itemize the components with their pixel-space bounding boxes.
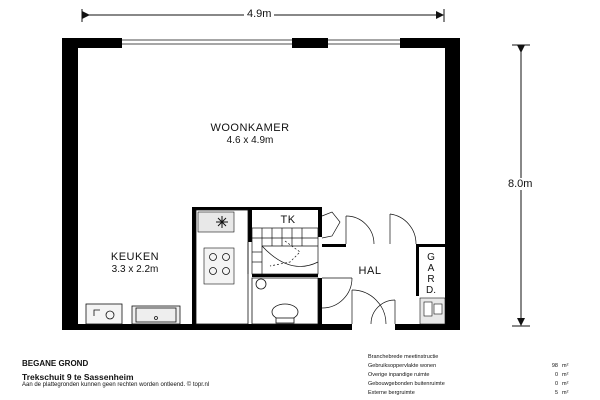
dimension-width-label: 4.9m xyxy=(244,8,274,20)
area-stats xyxy=(368,352,578,397)
stats-row xyxy=(368,361,578,370)
meter-cupboard xyxy=(420,298,445,324)
kitchen-sink-icon xyxy=(132,306,180,324)
door-swings xyxy=(248,214,416,324)
windows-top xyxy=(122,40,400,44)
garderobe-letter: A xyxy=(427,263,435,274)
washbasin-icon xyxy=(256,279,266,289)
stats-label: Overige inpandige ruimte xyxy=(368,371,430,378)
room-tk: TK xyxy=(280,214,296,226)
room-hall: HAL xyxy=(358,265,382,277)
stats-label: Gebouwgebonden buitenruimte xyxy=(368,380,445,387)
stats-unit: m² xyxy=(562,380,569,387)
stats-label: Externe bergruimte xyxy=(368,389,415,396)
stats-header: Branchebrede meetinstructie xyxy=(368,353,439,360)
address: Trekschuit 9 te Sassenheim xyxy=(22,372,134,382)
room-name: WOONKAMER xyxy=(210,122,290,134)
stats-value: 0 xyxy=(554,371,558,378)
garderobe-letter: D. xyxy=(426,285,436,296)
stats-value: 98 xyxy=(551,362,558,369)
stats-unit: m² xyxy=(562,362,569,369)
room-living xyxy=(190,122,310,146)
stats-header-row xyxy=(368,352,578,361)
garderobe-letter: G xyxy=(427,252,435,263)
stats-label: Gebruiksoppervlakte wonen xyxy=(368,362,437,369)
dimension-height-label: 8.0m xyxy=(505,178,535,190)
stats-row xyxy=(368,379,578,388)
stats-row xyxy=(368,388,578,397)
room-name: KEUKEN xyxy=(110,251,160,263)
room-garderobe xyxy=(425,252,437,296)
stats-unit: m² xyxy=(562,371,569,378)
floor-title: BEGANE GROND xyxy=(22,359,89,368)
stats-unit: m² xyxy=(562,389,569,396)
stats-value: 5 xyxy=(554,389,558,396)
garderobe-letter: R xyxy=(427,274,435,285)
room-kitchen xyxy=(90,251,180,275)
tap-icon xyxy=(86,304,122,324)
room-size: 4.6 x 4.9m xyxy=(226,134,274,146)
stats-row xyxy=(368,370,578,379)
disclaimer: Aan de plattegronden kunnen geen rechten worden ontleend. © topr.nl xyxy=(22,382,210,388)
stats-value: 0 xyxy=(554,380,558,387)
room-size: 3.3 x 2.2m xyxy=(111,263,159,275)
